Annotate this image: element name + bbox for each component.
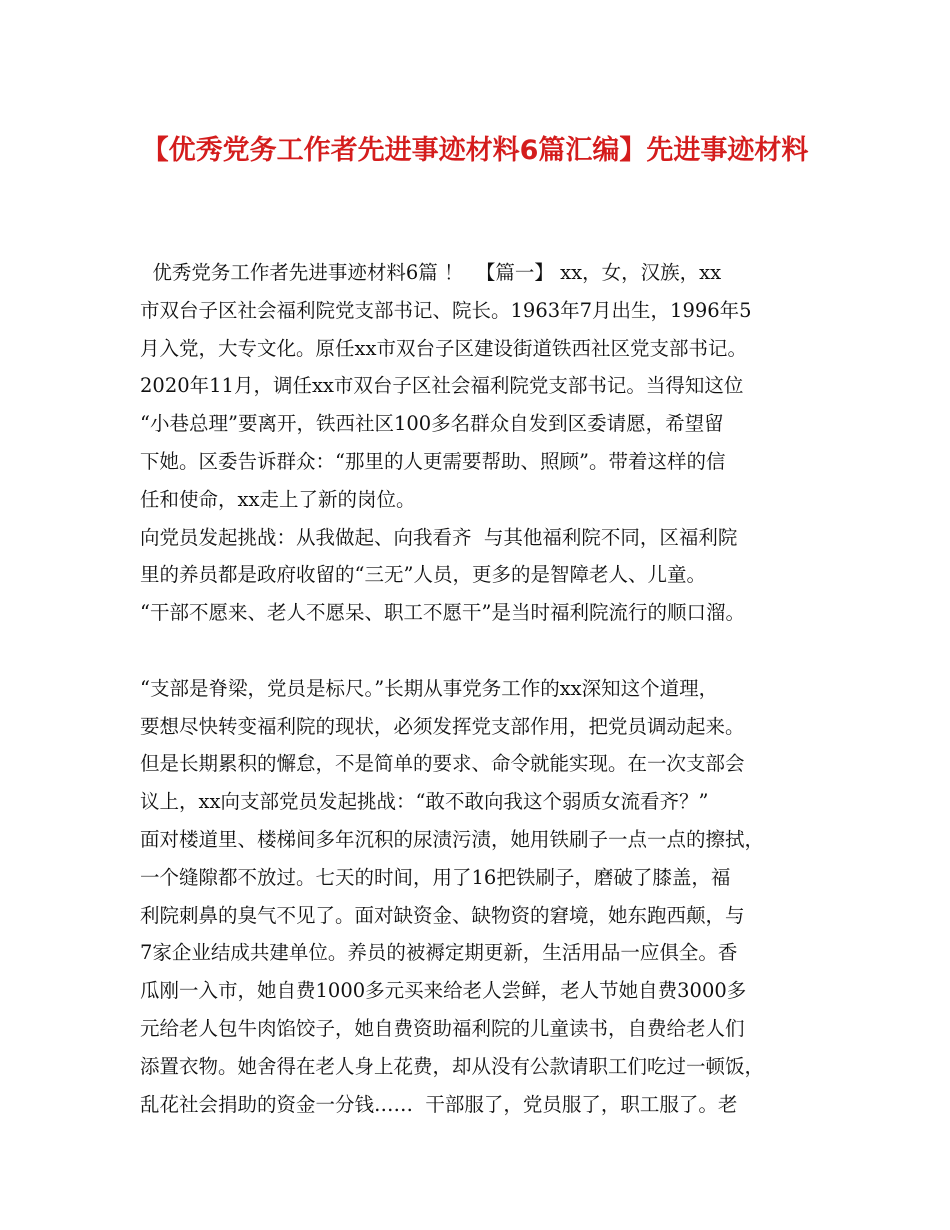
body-line: 面对楼道里、楼梯间多年沉积的尿渍污渍，她用铁刷子一点一点的擦拭，: [140, 827, 765, 851]
body-line: 添置衣物。她舍得在老人身上花费，却从没有公款请职工们吃过一顿饭，: [140, 1054, 765, 1078]
body-line: 元给老人包牛肉馅饺子，她自费资助福利院的儿童读书，自费给老人们: [140, 1016, 745, 1040]
body-line: 利院刺鼻的臭气不见了。面对缺资金、缺物资的窘境，她东跑西颠，与: [140, 903, 745, 927]
body-line: 但是长期累积的懈怠，不是简单的要求、命令就能实现。在一次支部会: [140, 752, 745, 776]
body-line: 市双台子区社会福利院党支部书记、院长。1963年7月出生，1996年5: [140, 298, 752, 322]
body-line: 下她。区委告诉群众：“那里的人更需要帮助、照顾”。带着这样的信: [140, 449, 726, 473]
document-title: 【优秀党务工作者先进事迹材料6篇汇编】先进事迹材料: [141, 135, 809, 166]
body-line: “干部不愿来、老人不愿呆、职工不愿干”是当时福利院流行的顺口溜。: [140, 601, 745, 625]
body-line: “支部是脊梁，党员是标尺。”长期从事党务工作的xx深知这个道理，: [140, 676, 719, 700]
body-line: 7家企业结成共建单位。养员的被褥定期更新，生活用品一应俱全。香: [140, 941, 738, 965]
body-line: 任和使命，xx走上了新的岗位。: [140, 487, 416, 511]
paragraph-gap: [140, 632, 812, 670]
body-line: 月入党，大专文化。原任xx市双台子区建设街道铁西社区党支部书记。: [140, 336, 747, 360]
body-line: “小巷总理”要离开，铁西社区100多名群众自发到区委请愿，希望留: [140, 412, 724, 436]
body-line: 乱花社会捐助的资金一分钱…… 干部服了，党员服了，职工服了。老: [140, 1092, 738, 1116]
body-line: 2020年11月，调任xx市双台子区社会福利院党支部书记。当得知这位: [140, 374, 744, 398]
body-line: 要想尽快转变福利院的现状，必须发挥党支部作用，把党员调动起来。: [140, 714, 745, 738]
body-line: 里的养员都是政府收留的“三无”人员，更多的是智障老人、儿童。: [140, 563, 706, 587]
body-line: 议上，xx向支部党员发起挑战：“敢不敢向我这个弱质女流看齐？”: [140, 790, 709, 814]
body-line: 瓜刚一入市，她自费1000多元买来给老人尝鲜，老人节她自费3000多: [140, 979, 747, 1003]
body-line: 一个缝隙都不放过。七天的时间，用了16把铁刷子，磨破了膝盖，福: [140, 865, 731, 889]
document-body: [140, 254, 812, 1123]
body-line: 优秀党务工作者先进事迹材料6篇 ！ 【篇一】 xx，女，汉族，xx: [140, 261, 722, 284]
body-line: 向党员发起挑战：从我做起、向我看齐 与其他福利院不同，区福利院: [140, 525, 738, 549]
